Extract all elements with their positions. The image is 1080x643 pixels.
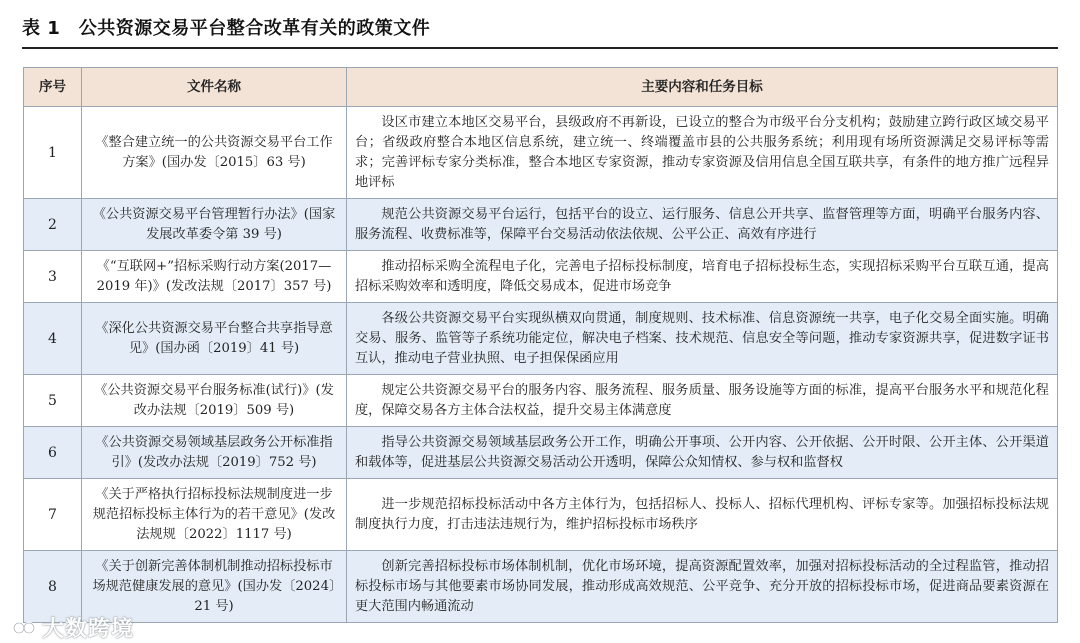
row-num: 4 — [24, 303, 82, 375]
table-header-row — [24, 68, 1058, 107]
row-num: 7 — [24, 479, 82, 551]
row-content: 各级公共资源交易平台实现纵横双向贯通，制度规则、技术标准、信息资源统一共享，电子化交易全面实施。明确交易、服务、监管等子系统功能定位，解决电子档案、技术规范、信息安全等问题，推动专家资源共享，促进数字证书互认，推动电子营业执照、电子担保保函应用 — [347, 303, 1058, 375]
row-document-name: 《关于严格执行招标投标法规制度进一步规范招标投标主体行为的若干意见》(发改法规规〔2022〕1117 号) — [82, 479, 347, 551]
row-content: 创新完善招标投标市场体制机制，优化市场环境，提高资源配置效率，加强对招标投标活动的全过程监管，推动招标投标市场与其他要素市场协同发展，推动形成高效规范、公平竞争、充分开放的招标投标市场，促进商品要素资源在更大范围内畅通流动 — [347, 551, 1058, 623]
row-document-name: 《深化公共资源交易平台整合共享指导意见》(国办函〔2019〕41 号) — [82, 303, 347, 375]
row-document-name: 《公共资源交易平台服务标准(试行)》(发改办法规〔2019〕509 号) — [82, 375, 347, 427]
row-content: 规定公共资源交易平台的服务内容、服务流程、服务质量、服务设施等方面的标准，提高平台服务水平和规范化程度，保障交易各方主体合法权益，提升交易主体满意度 — [347, 375, 1058, 427]
table-row — [24, 107, 1058, 199]
table-row — [24, 375, 1058, 427]
policy-table — [23, 67, 1058, 623]
row-document-name: 《公共资源交易平台管理暂行办法》(国家发展改革委令第 39 号) — [82, 199, 347, 251]
row-document-name: 《公共资源交易领域基层政务公开标准指引》(发改办法规〔2019〕752 号) — [82, 427, 347, 479]
watermark-text: 大数跨境 — [42, 617, 135, 642]
header-name: 文件名称 — [82, 68, 347, 107]
row-num: 3 — [24, 251, 82, 303]
row-document-name: 《“互联网+”招标采购行动方案(2017—2019 年)》(发改法规〔2017〕357 号) — [82, 251, 347, 303]
row-content: 规范公共资源交易平台运行，包括平台的设立、运行服务、信息公开共享、监督管理等方面，明确平台服务内容、服务流程、收费标准等，保障平台交易活动依法依规、公平公正、高效有序进行 — [347, 199, 1058, 251]
table-row — [24, 303, 1058, 375]
header-content: 主要内容和任务目标 — [347, 68, 1058, 107]
table-row — [24, 427, 1058, 479]
row-content: 指导公共资源交易领域基层政务公开工作，明确公开事项、公开内容、公开依据、公开时限、公开主体、公开渠道和载体等，促进基层公共资源交易活动公开透明，保障公众知情权、参与权和监督权 — [347, 427, 1058, 479]
header-num: 序号 — [24, 68, 82, 107]
watermark — [12, 612, 134, 643]
row-num: 8 — [24, 551, 82, 623]
brand-logo-icon — [12, 618, 36, 638]
table-row — [24, 199, 1058, 251]
row-content: 进一步规范招标投标活动中各方主体行为，包括招标人、投标人、招标代理机构、评标专家等。加强招标投标法规制度执行力度，打击违法违规行为，维护招标投标市场秩序 — [347, 479, 1058, 551]
row-num: 6 — [24, 427, 82, 479]
table-row — [24, 551, 1058, 623]
row-content: 推动招标采购全流程电子化，完善电子招标投标制度，培育电子招标投标生态，实现招标采购平台互联互通，提高招标采购效率和透明度，降低交易成本，促进市场竞争 — [347, 251, 1058, 303]
table-row — [24, 251, 1058, 303]
row-document-name: 《整合建立统一的公共资源交易平台工作方案》(国办发〔2015〕63 号) — [82, 107, 347, 199]
table-row — [24, 479, 1058, 551]
table-title: 表 1 公共资源交易平台整合改革有关的政策文件 — [22, 18, 431, 39]
row-num: 2 — [24, 199, 82, 251]
title-rule — [22, 47, 1058, 49]
row-content: 设区市建立本地区交易平台，县级政府不再新设，已设立的整合为市级平台分支机构；鼓励建立跨行政区域交易平台；省级政府整合本地区信息系统，建立统一、终端覆盖市县的公共服务系统；利用现有场所资源满足交易评标等需求；完善评标专家分类标准，整合本地区专家资源，推动专家资源及信用信息全国互联共享，有条件的地方推广远程异地评标 — [347, 107, 1058, 199]
row-document-name: 《关于创新完善体制机制推动招标投标市场规范健康发展的意见》(国办发〔2024〕21 号) — [82, 551, 347, 623]
row-num: 5 — [24, 375, 82, 427]
row-num: 1 — [24, 107, 82, 199]
